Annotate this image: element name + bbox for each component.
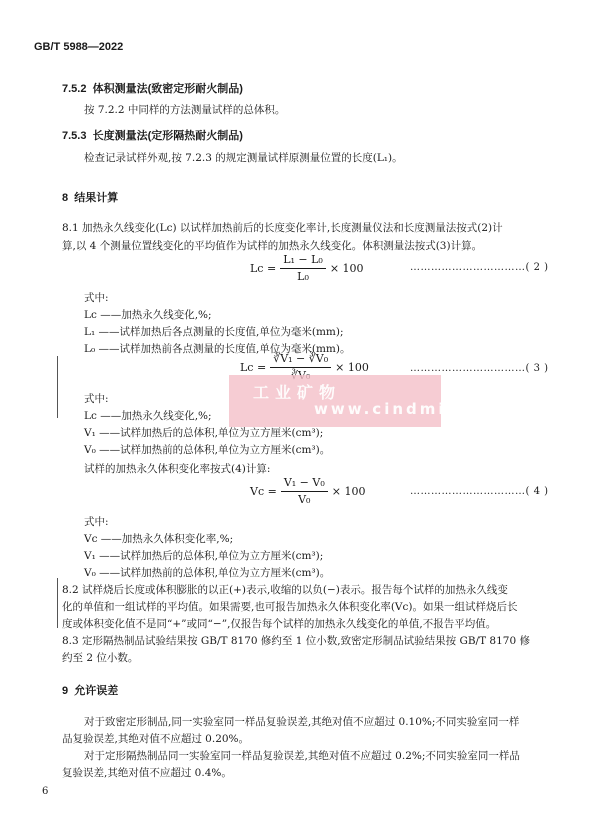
paragraph-9-2-line2: 复验误差,其绝对值不应超过 0.4%。: [62, 767, 232, 779]
variable-definition: V₀ ——试样加热前的总体积,单位为立方厘米(cm³)。: [84, 444, 331, 456]
equation-tail: × 100: [331, 485, 366, 498]
standard-number: GB/T 5988—2022: [34, 41, 124, 53]
section-title: 体积测量法(致密定形耐火制品): [92, 83, 243, 95]
paragraph: 检查记录试样外观,按 7.2.3 的规定测量试样原测量位置的长度(L₁)。: [84, 152, 403, 164]
section-title: 允许误差: [74, 685, 119, 697]
where-label: 式中:: [84, 516, 109, 528]
section-number: 7.5.3: [62, 130, 87, 142]
paragraph-8-2-line3: 度或体积变化值不是同“+”或同“−”,仅报告每个试样的加热永久线变化的单值,不报告平均值。: [62, 618, 497, 630]
variable-definition: L₁ ——试样加热后各点测量的长度值,单位为毫米(mm);: [84, 326, 344, 338]
equation-4: [250, 476, 365, 507]
paragraph-8-2-line2: 化的单值和一组试样的平均值。如果需要,也可报告加热永久体积变化率(Vc)。如果一组试样烧后长: [62, 601, 518, 613]
paragraph-9-2-line1: 对于定形隔热制品同一实验室同一样品复验误差,其绝对值不应超过 0.2%;不同实验室同一样品: [84, 750, 520, 762]
watermark-url: www.cindmin.com: [314, 400, 513, 418]
equation-number-4: [410, 486, 549, 497]
where-label: 式中:: [84, 393, 109, 405]
section-9-heading: [62, 682, 118, 698]
paragraph-8-1-line2: 算,以 4 个测量位置线变化的平均值作为试样的加热永久线变化。体积测量法按式(3)计算。: [62, 240, 483, 252]
variable-definition: Lc ——加热永久线变化,%;: [84, 309, 212, 321]
numerator: ∛V₁ − ∛V₀: [270, 352, 331, 368]
section-number: 9: [62, 685, 69, 697]
paragraph-8-2-line1: 8.2 试样烧后长度或体积膨胀的以正(+)表示,收缩的以负(−)表示。报告每个试样的加热永久线变: [62, 584, 508, 596]
section-8-heading: [62, 189, 118, 205]
equation-number: ( 4 ): [525, 486, 549, 497]
fraction: [280, 253, 326, 284]
equation-lhs: Vc =: [250, 485, 277, 498]
paragraph: 按 7.2.2 中同样的方法测量试样的总体积。: [84, 104, 286, 116]
variable-definition: Lc ——加热永久线变化,%;: [84, 410, 212, 422]
equation-number-3: [410, 363, 549, 374]
section-7-5-3-heading: [62, 127, 243, 143]
paragraph-9-1-line2: 品复验误差,其绝对值不应超过 0.20%。: [62, 733, 250, 745]
denominator: V₀: [298, 493, 311, 506]
paragraph-8-3-line2: 约至 2 位小数。: [62, 652, 139, 664]
equation-2: [250, 253, 364, 284]
equation-number: ( 2 ): [525, 262, 549, 273]
equation-number: ( 3 ): [525, 363, 549, 374]
section-number: 8: [62, 192, 69, 204]
paragraph-8-3-line1: 8.3 定形隔热制品试验结果按 GB/T 8170 修约至 1 位小数,致密定形制品试验结果按 GB/T 8170 修: [62, 635, 530, 647]
section-7-5-2-heading: [62, 80, 243, 96]
leader-dots: ……………………………: [410, 486, 526, 497]
fraction: [281, 476, 328, 507]
paragraph: 试样的加热永久体积变化率按式(4)计算:: [84, 463, 271, 475]
section-title: 长度测量法(定形隔热耐火制品): [92, 130, 243, 142]
revision-bar: [57, 356, 58, 418]
variable-definition: L₀ ——试样加热前各点测量的长度值,单位为毫米(mm)。: [84, 343, 351, 355]
watermark-text: 工业矿物: [253, 383, 342, 402]
equation-lhs: Lc =: [240, 361, 267, 374]
paragraph-8-1-line1: 8.1 加热永久线变化(Lc) 以试样加热前后的长度变化率计,长度测量仪法和长度测量法按式(2)计: [62, 222, 503, 234]
revision-bar: [57, 578, 58, 628]
leader-dots: ……………………………: [410, 262, 526, 273]
equation-tail: × 100: [335, 361, 369, 374]
variable-definition: V₁ ——试样加热后的总体积,单位为立方厘米(cm³);: [84, 427, 324, 439]
paragraph-9-1-line1: 对于致密定形制品,同一实验室同一样品复验误差,其绝对值不应超过 0.10%;不同实验室同一样: [84, 716, 520, 728]
numerator: L₁ − L₀: [280, 253, 326, 269]
variable-definition: V₁ ——试样加热后的总体积,单位为立方厘米(cm³);: [84, 550, 324, 562]
section-number: 7.5.2: [62, 83, 87, 95]
leader-dots: ……………………………: [410, 363, 526, 374]
equation-lhs: Lc =: [250, 262, 277, 275]
denominator: L₀: [297, 270, 309, 283]
equation-number-2: [410, 262, 549, 273]
section-title: 结果计算: [74, 192, 119, 204]
page-number: 6: [42, 786, 49, 797]
variable-definition: V₀ ——试样加热前的总体积,单位为立方厘米(cm³)。: [84, 567, 331, 579]
where-label: 式中:: [84, 292, 109, 304]
equation-tail: × 100: [329, 262, 364, 275]
numerator: V₁ − V₀: [281, 476, 328, 492]
variable-definition: Vc ——加热永久体积变化率,%;: [84, 533, 234, 545]
